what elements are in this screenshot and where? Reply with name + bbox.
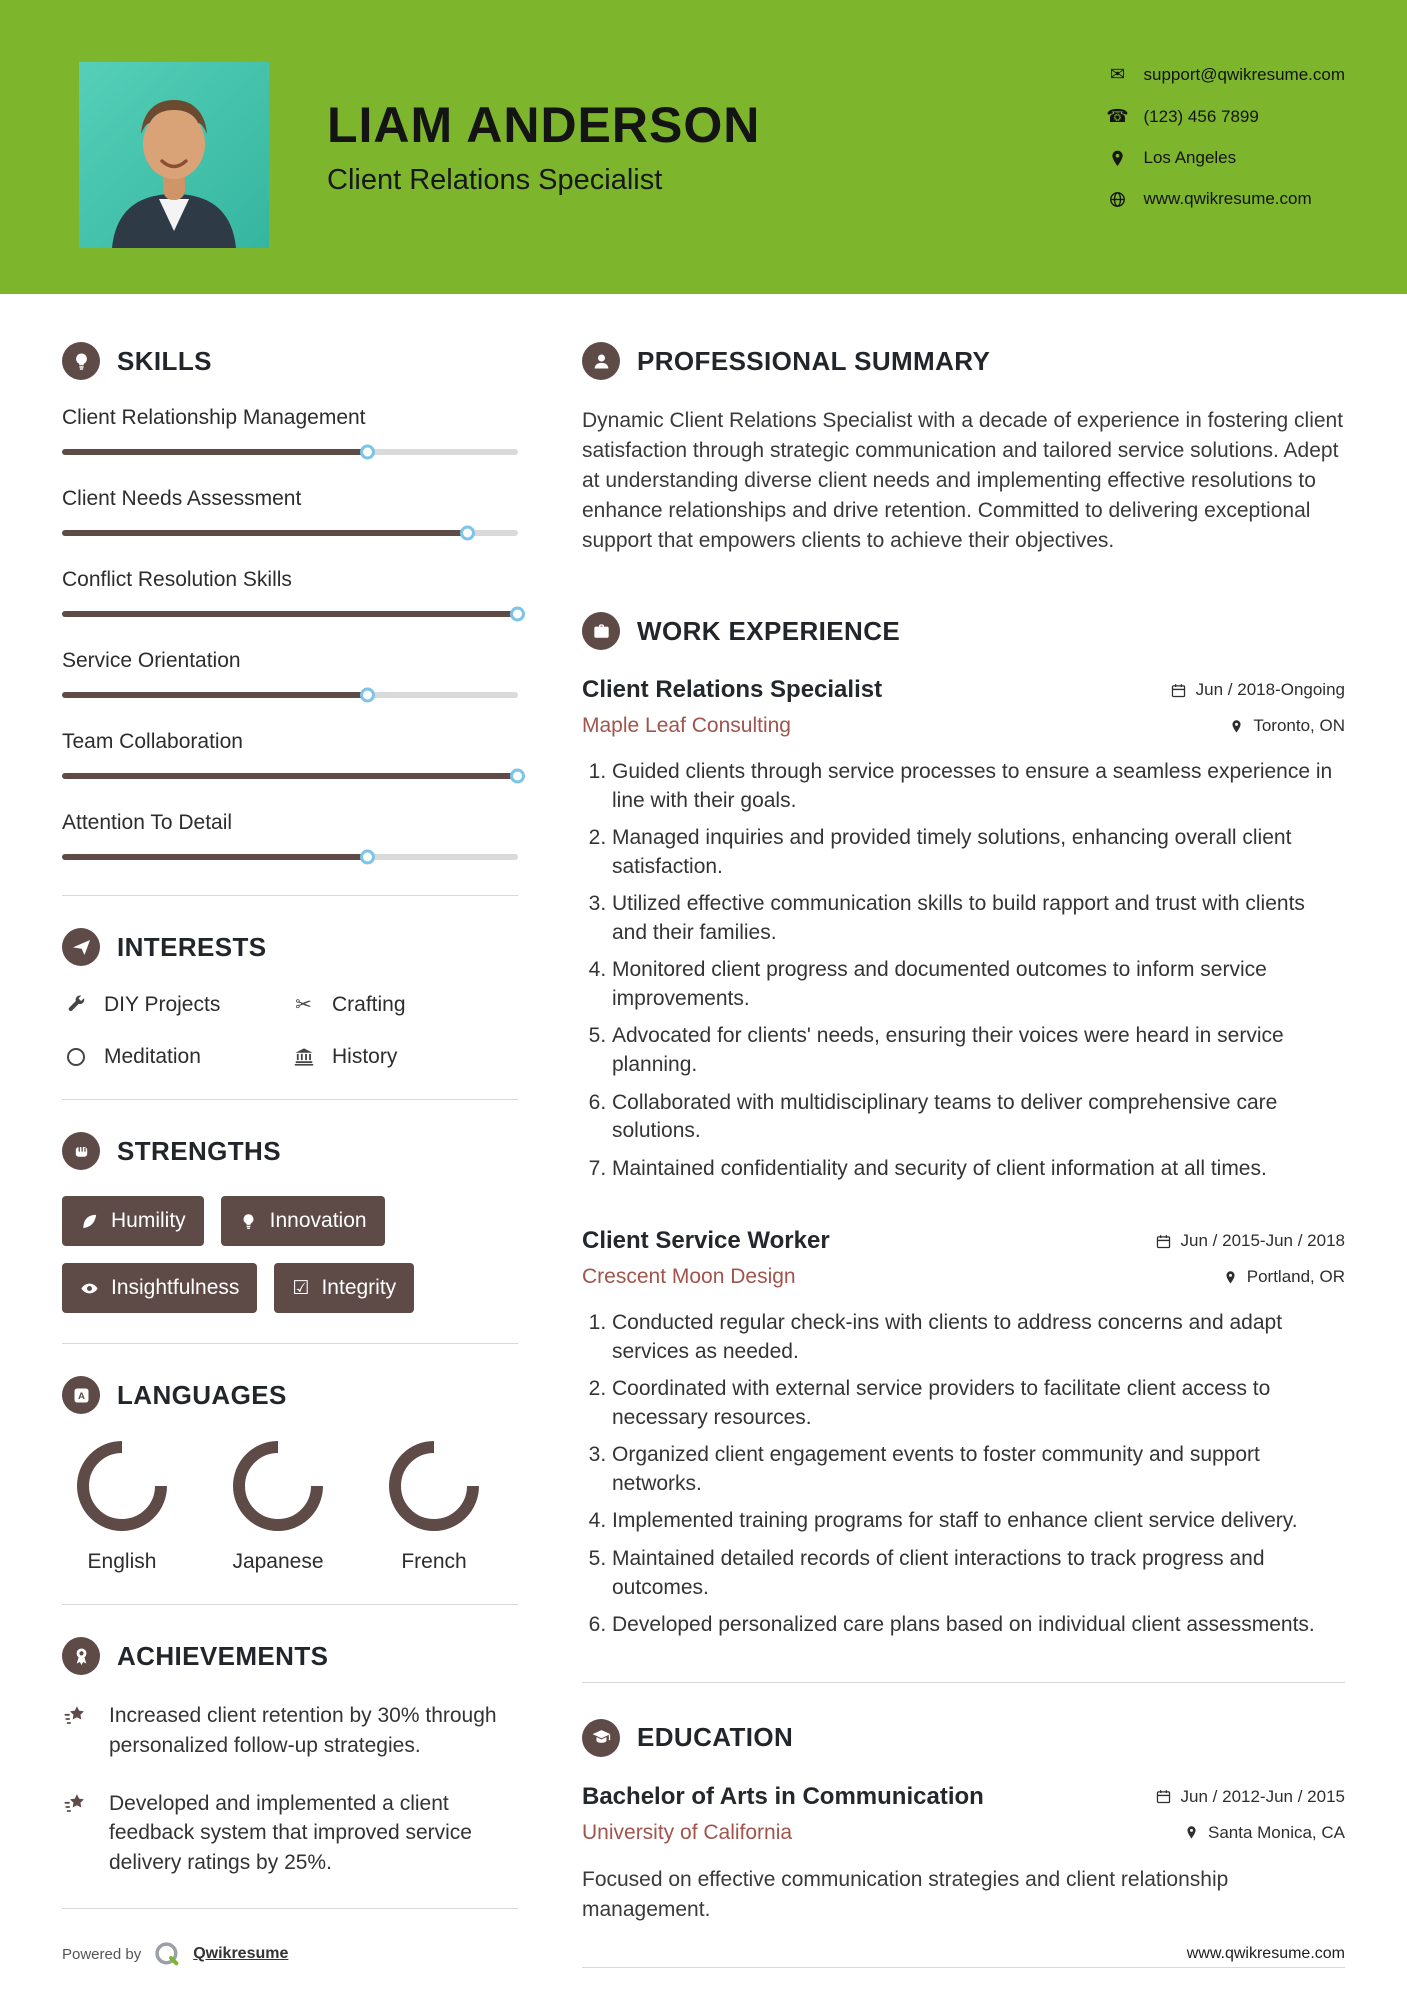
language-label: Japanese (232, 1550, 324, 1573)
skill-label: Client Needs Assessment (62, 487, 302, 510)
progress-knob (360, 850, 375, 865)
skill-label: Team Collaboration (62, 730, 243, 753)
skill-label: Service Orientation (62, 649, 241, 672)
interest-item (62, 992, 290, 1017)
skill-item (62, 568, 518, 622)
section-strengths (62, 1132, 518, 1313)
skill-progress-bar (62, 688, 518, 703)
achievement-text: Increased client retention by 30% through personalized follow-up strategies. (109, 1704, 497, 1757)
languages-title: LANGUAGES (117, 1379, 287, 1410)
education-school: University of California (582, 1820, 793, 1844)
strengths-title: STRENGTHS (117, 1135, 281, 1166)
job-dates: Jun / 2018-Ongoing (1170, 680, 1345, 700)
interests-grid (62, 992, 518, 1069)
job-bullet: 6. Collaborated with multidisciplinary teams to deliver comprehensive care solutions. (612, 1089, 1345, 1146)
phone-icon: ☎ (1106, 106, 1129, 126)
education-sub-row (582, 1821, 1345, 1845)
person-icon (582, 342, 620, 380)
job-bullet: 5. Advocated for clients' needs, ensuring their voices were heard in service planning. (612, 1022, 1345, 1079)
job-bullet: 5. Maintained detailed records of client interactions to track progress and outcomes. (612, 1545, 1345, 1602)
achievement-item (62, 1701, 518, 1761)
sidebar (62, 342, 518, 1990)
language-item (386, 1440, 482, 1574)
contact-email-text[interactable]: support@qwikresume.com (1143, 64, 1345, 84)
skills-title: SKILLS (117, 345, 212, 376)
contact-location-text: Los Angeles (1143, 148, 1237, 167)
language-donut (232, 1440, 324, 1532)
job-top-row (582, 1227, 1345, 1255)
header (0, 0, 1407, 294)
skills-header (62, 342, 518, 380)
skill-progress-bar (62, 607, 518, 622)
pin-icon (1229, 719, 1244, 734)
skill-progress-bar (62, 445, 518, 460)
language-item (74, 1440, 170, 1574)
contact-website (1107, 189, 1346, 209)
job-entry (582, 1227, 1345, 1639)
strength-chip (221, 1196, 385, 1246)
job-bullet: 6. Developed personalized care plans based on individual client assessments. (612, 1611, 1345, 1640)
achievements-title: ACHIEVEMENTS (117, 1640, 329, 1671)
divider (62, 895, 518, 896)
powered-by (62, 1940, 288, 1968)
tools-icon (62, 994, 89, 1016)
education-location: Santa Monica, CA (1184, 1823, 1345, 1843)
medal-icon (62, 1637, 100, 1675)
job-role: Client Service Worker (582, 1227, 830, 1255)
progress-knob (360, 688, 375, 703)
section-interests (62, 928, 518, 1069)
skill-label: Attention To Detail (62, 811, 233, 834)
strength-label: Innovation (269, 1209, 367, 1232)
contact-phone (1107, 106, 1346, 127)
contact-phone-text[interactable]: (123) 456 7899 (1143, 106, 1259, 126)
job-sub-row (582, 714, 1345, 738)
body-columns (0, 342, 1407, 1990)
education-dates: Jun / 2012-Jun / 2015 (1155, 1787, 1345, 1807)
language-label: French (401, 1550, 467, 1573)
star-award-icon (62, 1789, 92, 1878)
eye-icon (80, 1279, 99, 1298)
strength-chip (274, 1263, 414, 1313)
strength-label: Integrity (321, 1276, 397, 1299)
divider (582, 1682, 1345, 1683)
footer-website: www.qwikresume.com (1186, 1945, 1345, 1962)
language-donut (388, 1440, 480, 1532)
skill-progress-bar (62, 850, 518, 865)
interest-label: History (332, 1045, 398, 1068)
graduation-cap-icon (582, 1719, 620, 1757)
interest-label: DIY Projects (104, 992, 221, 1016)
skill-item (62, 811, 518, 865)
languages-row (62, 1440, 518, 1574)
paper-plane-icon (62, 928, 100, 966)
email-icon: ✉ (1109, 64, 1126, 84)
skill-progress-bar (62, 769, 518, 784)
skill-item (62, 487, 518, 541)
fist-icon (62, 1132, 100, 1170)
summary-header (582, 342, 1345, 380)
language-donut (76, 1440, 168, 1532)
job-bullet: 4. Implemented training programs for staff to enhance client service delivery. (612, 1507, 1345, 1536)
section-achievements (62, 1637, 518, 1878)
education-text: Focused on effective communication strategies and client relationship management. (582, 1867, 1229, 1921)
job-bullets (582, 1309, 1345, 1639)
job-top-row (582, 676, 1345, 704)
contact-list (1107, 62, 1346, 294)
skill-item (62, 730, 518, 784)
strength-chip (62, 1196, 204, 1246)
check-icon: ☑ (292, 1277, 310, 1299)
interest-item (62, 1045, 290, 1069)
divider (62, 1099, 518, 1100)
skill-label: Conflict Resolution Skills (62, 568, 292, 591)
svg-text:A: A (77, 1390, 85, 1402)
profile-photo-illustration (79, 62, 269, 248)
education-title: EDUCATION (637, 1722, 794, 1753)
job-bullet: 3. Utilized effective communication skills to build rapport and trust with clients and their families. (612, 890, 1345, 947)
strengths-header (62, 1132, 518, 1170)
calendar-icon (1170, 682, 1187, 699)
briefcase-icon (582, 612, 620, 650)
strength-label: Humility (111, 1209, 186, 1232)
job-sub-row (582, 1265, 1345, 1289)
work-title: WORK EXPERIENCE (637, 615, 901, 646)
achievement-item (62, 1789, 518, 1878)
name: LIAM ANDERSON (327, 97, 761, 153)
divider (62, 1343, 518, 1344)
qwikresume-logo-icon (153, 1940, 181, 1968)
leaf-icon (80, 1212, 99, 1231)
globe-icon (1107, 190, 1129, 209)
star-award-icon (62, 1701, 92, 1761)
profile-photo (79, 62, 269, 248)
interests-title: INTERESTS (117, 931, 267, 962)
job-bullet: 2. Managed inquiries and provided timely solutions, enhancing overall client satisfaction. (612, 824, 1345, 881)
progress-knob (510, 769, 525, 784)
job-bullet: 4. Monitored client progress and documented outcomes to inform service improvements. (612, 956, 1345, 1013)
education-header (582, 1719, 1345, 1757)
skill-item (62, 649, 518, 703)
bulb-icon (239, 1212, 258, 1231)
job-bullet: 1. Conducted regular check-ins with clients to address concerns and adapt services as needed. (612, 1309, 1345, 1366)
strength-label: Insightfulness (111, 1276, 240, 1299)
skill-label: Client Relationship Management (62, 406, 366, 429)
progress-knob (460, 526, 475, 541)
divider (62, 1908, 518, 1909)
pin-icon (1223, 1270, 1238, 1285)
skill-item (62, 406, 518, 460)
pin-icon (1184, 1825, 1199, 1840)
job-bullets (582, 758, 1345, 1183)
strength-chip (62, 1263, 257, 1313)
achievements-header (62, 1637, 518, 1675)
summary-title: PROFESSIONAL SUMMARY (637, 345, 991, 376)
job-bullet: 1. Guided clients through service processes to ensure a seamless experience in line with their goals. (612, 758, 1345, 815)
progress-knob (360, 445, 375, 460)
job-location: Toronto, ON (1229, 716, 1345, 736)
divider (62, 1604, 518, 1605)
job-company: Crescent Moon Design (582, 1265, 796, 1289)
calendar-icon (1155, 1233, 1172, 1250)
contact-location (1107, 148, 1346, 168)
job-bullet: 3. Organized client engagement events to foster community and support networks. (612, 1441, 1345, 1498)
languages-header (62, 1376, 518, 1414)
interest-label: Crafting (332, 992, 406, 1016)
language-item (230, 1440, 326, 1574)
translate-icon (62, 1376, 100, 1414)
job-company: Maple Leaf Consulting (582, 714, 791, 738)
progress-knob (510, 607, 525, 622)
job-bullet: 2. Coordinated with external service providers to facilitate client access to necessary resources. (612, 1375, 1345, 1432)
job-bullet: 7. Maintained confidentiality and security of client information at all times. (612, 1155, 1345, 1184)
language-label: English (87, 1550, 157, 1573)
section-summary (582, 342, 1345, 556)
powered-by-label: Powered by (62, 1945, 142, 1963)
section-education (582, 1719, 1345, 1925)
calendar-icon (1155, 1788, 1172, 1805)
skill-progress-bar (62, 526, 518, 541)
contact-email (1107, 64, 1346, 85)
footer (62, 1940, 1345, 1968)
job-dates: Jun / 2015-Jun / 2018 (1155, 1231, 1345, 1251)
work-header (582, 612, 1345, 650)
interests-header (62, 928, 518, 966)
summary-text: Dynamic Client Relations Specialist with a decade of experience in fostering client satisfaction through strategic communication and tailored service solutions. Adept at understanding diverse client needs and implementing effective resolutions to enhance relationships and drive retention. Committed to delivering exceptional support that empowers clients to achieve their objectives. (582, 409, 1344, 553)
scissors-icon: ✂ (295, 994, 312, 1016)
interest-item (290, 1045, 518, 1069)
strength-chips (62, 1196, 518, 1313)
section-work-experience (582, 612, 1345, 1640)
achievement-text: Developed and implemented a client feedback system that improved service delivery ratings by 25%. (109, 1791, 472, 1875)
circle-icon (62, 1048, 89, 1066)
museum-icon (290, 1046, 317, 1068)
section-languages (62, 1376, 518, 1574)
identity-block (327, 62, 760, 294)
qwikresume-brand-link[interactable]: Qwikresume (193, 1945, 289, 1962)
main-content (582, 342, 1345, 1990)
education-degree: Bachelor of Arts in Communication (582, 1782, 984, 1810)
education-top-row (582, 1783, 1345, 1811)
location-icon (1107, 149, 1129, 168)
contact-website-text[interactable]: www.qwikresume.com (1143, 189, 1312, 208)
job-role: Client Relations Specialist (582, 676, 883, 704)
interest-item (290, 992, 518, 1017)
job-title: Client Relations Specialist (327, 164, 663, 196)
job-entry (582, 676, 1345, 1183)
interest-label: Meditation (104, 1045, 201, 1068)
section-skills (62, 342, 518, 865)
bulb-icon (62, 342, 100, 380)
job-location: Portland, OR (1223, 1267, 1345, 1287)
